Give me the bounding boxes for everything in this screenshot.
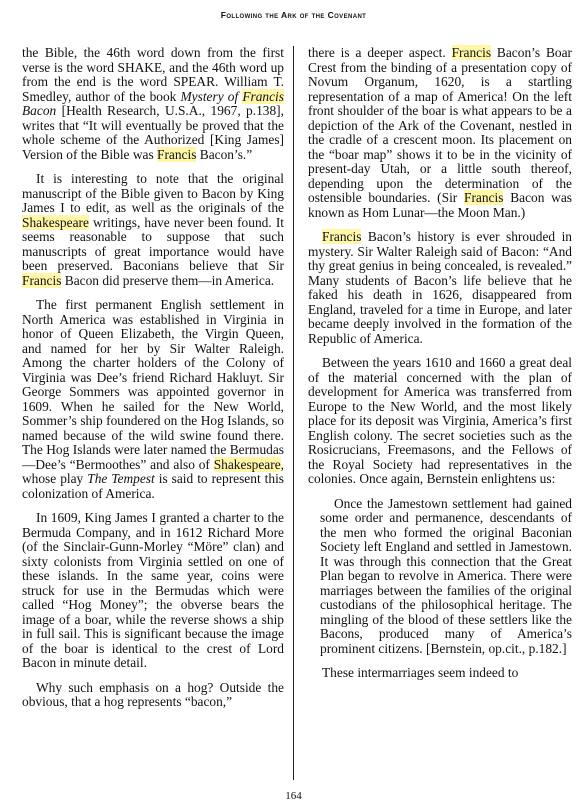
- play-title: The Tempest: [87, 471, 155, 486]
- text-run: is said to represent this colonization of America.: [22, 471, 285, 501]
- left-paragraph-4: In 1609, King James I granted a charter to the Bermuda Company, and in 1612 Richard More (of the Sinclair-Gunn-Morley “Möre” clan) and sixty colonists from Virginia settled on one of these islands. In the same year, coins were struck for use in the Bermudas which were called “Hog Money”; the obverse bears the image of a boar, while the reverse shows a ship in full sail. This is significant because the image of the boar is identical to the crest of Lord Bacon in minute detail.: [22, 510, 284, 670]
- text-run: there is a deeper aspect.: [308, 45, 452, 60]
- page-number: 164: [285, 790, 302, 802]
- left-paragraph-3: [22, 298, 284, 501]
- text-run: the Bible, the 46th word down from the first verse is the word SHAKE, and the 46th word up from the end is the word SPEAR. William T. Smedley, author of the book: [22, 45, 284, 104]
- column-divider: [293, 46, 294, 780]
- right-paragraph-5: These intermarriages seem indeed to: [322, 665, 519, 680]
- text-run: The first permanent English settlement in North America was established in Virginia in honor of Queen Elizabeth, the Virgin Queen, and named for her by Sir Walter Raleigh. Among the charter holders of the Colony of Virginia was Dee’s friend Richard Hakluyt. Sir George Sommers was appointed governor in 1609. When he sailed for the New World, Sommer’s ship foundered on the Hog Islands, so named because of the wild swine found there. The Hog Islands were later named the Bermudas—Dee’s “Bermoothes” and also of: [22, 297, 284, 472]
- right-column: [308, 46, 572, 691]
- text-run: Bacon: [22, 103, 57, 118]
- left-paragraph-5: Why such emphasis on a hog? Outside the obvious, that a hog represents “bacon,”: [22, 679, 284, 709]
- right-paragraph-3: Between the years 1610 and 1660 a great deal of the material concerned with the plan of development for America was transferred from Europe to the New World, and the most likely place for its deposit was Virginia, America’s first English colony. The secret societies such as the Rosicrucians, Freemasons, and the Fellows of the Royal Society had representatives in the colonies. Once again, Bernstein enlightens us:: [308, 355, 572, 486]
- text-run: writings, have never been found. It seems reasonable to suppose that such manuscripts of great importance would have been preserved. Baconians believe that Sir: [22, 214, 284, 273]
- text-run: Bacon was known as Hom Lunar—the Moon Man.): [308, 190, 572, 220]
- highlighted-term: Francis: [464, 190, 504, 205]
- text-run: Bacon’s.”: [196, 146, 253, 162]
- text-run: It is interesting to note that the original manuscript of the Bible given to Bacon by King James I to edit, as well as the originals of the: [22, 171, 284, 215]
- text-run: Mystery of: [180, 88, 243, 104]
- right-paragraph-1: [308, 46, 572, 220]
- highlighted-term: Francis: [22, 272, 62, 288]
- text-run: Bacon’s Boar Crest from the binding of a presentation copy of Novum Organum, 1620, is a startling representation of a map of America! On the left front shoulder of the boar is what appears to be a depiction of the Ark of the Covenant, nestled in the cradle of a crescent moon. Its placement on the “boar map” shows it to be in the vicinity of present-day Utah, or a little south thereof, depending upon the determination of the ostensible boundaries. (Sir: [308, 45, 572, 205]
- left-paragraph-1: [22, 46, 284, 162]
- text-run: Bacon’s history is ever shrouded in mystery. Sir Walter Raleigh said of Bacon: “And thy great genius in being concealed, is revealed.” Many students of Bacon’s life believe that he faked his death in 1626, disappeared from England, traveled for a time in Europe, and later became deeply involved in the formation of the Republic of America.: [308, 229, 572, 346]
- running-header: Following the Ark of the Covenant: [220, 10, 367, 20]
- left-paragraph-2: [22, 172, 284, 288]
- text-run: Bacon did preserve them—in America.: [61, 272, 275, 288]
- text-run: [Health Research, U.S.A., 1967, p.138], writes that “It will eventually be proved that the whole scheme of the Authorized [King James] Version of the Bible was: [22, 103, 284, 162]
- block-quote: Once the Jamestown settlement had gained some order and permanence, descendants of the men who formed the original Baconian Society left England and settled in Jamestown. It was through this connection that the Great Plan began to revolve in America. There were marriages between the families of the original custodians of the philosophical heritage. The mingling of the blood of these settlers like the Bacons, produced many of America’s prominent citizens. [Bernstein, op.cit., p.182.]: [320, 495, 572, 656]
- highlighted-term: Francis: [242, 88, 284, 104]
- left-column: [22, 46, 284, 720]
- text-run: , whose play: [22, 456, 284, 486]
- highlighted-term: Francis: [322, 229, 362, 244]
- highlighted-term: Shakespeare: [213, 456, 281, 472]
- highlighted-term: Francis: [451, 45, 492, 60]
- highlighted-term: Francis: [157, 146, 197, 162]
- right-paragraph-2: [308, 230, 572, 346]
- highlighted-term: Shakespeare: [22, 214, 89, 230]
